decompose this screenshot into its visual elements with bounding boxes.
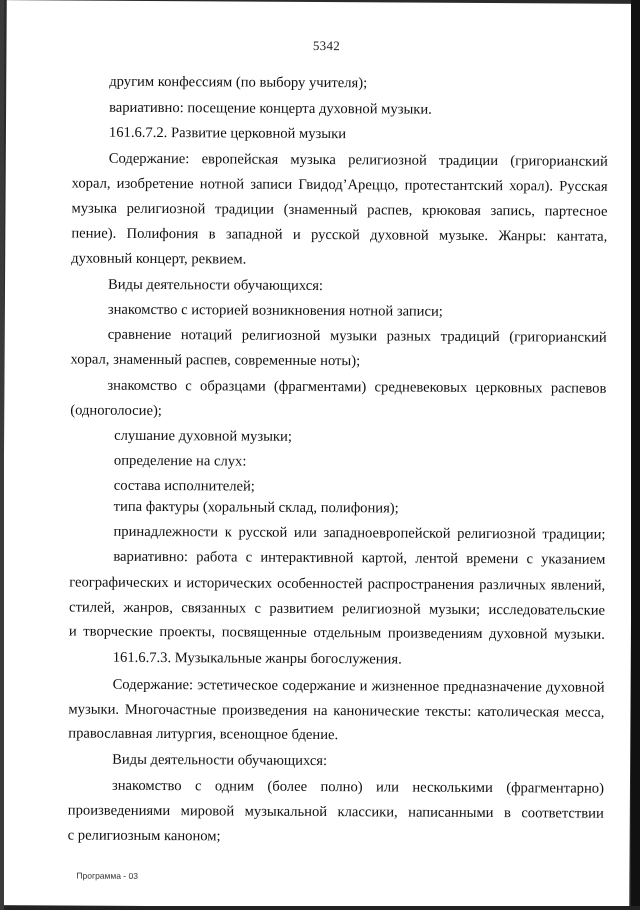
text-line: Содержание: эстетическое содержание и жизненное предназначение духовной: [112, 676, 605, 696]
text-line: вариативно: посещение концерта духовной музыки.: [109, 99, 432, 118]
text-line: музыка религиозной традиции (знаменный распев, крюковая запись, партесное: [71, 200, 608, 220]
document-page: [1, 0, 635, 909]
text-line: знакомство с одним (более полно) или несколькими (фрагментарно): [111, 777, 605, 797]
text-line: типа фактуры (хоральный склад, полифония);: [113, 498, 399, 517]
text-line: хорал, знаменный распев, современные ноты);: [70, 351, 361, 370]
text-line: вариативно: работа с интерактивной картой, лентой времени с указанием: [113, 548, 606, 568]
text-line: знакомство с образцами (фрагментами) средневековых церковных распевов: [107, 377, 607, 397]
text-line: слушание духовной музыки;: [114, 427, 292, 445]
text-line: пение). Полифония в западной и русской духовной музыке. Жанры: кантата,: [71, 225, 608, 245]
section-heading: 161.6.7.3. Музыкальные жанры богослужения.: [112, 649, 402, 668]
text-line: определение на слух:: [113, 452, 247, 470]
text-line: православная литургия, всенощное бдение.: [68, 725, 339, 744]
text-line: другим конфессиям (по выбору учителя);: [109, 73, 368, 92]
text-line: стилей, жанров, связанных с развитием религиозной музыки; исследовательские: [69, 599, 606, 619]
text-line: с религиозным каноном;: [67, 827, 221, 845]
text-line: Содержание: европейская музыка религиозной традиции (григорианский: [108, 150, 608, 170]
text-line: духовный концерт, реквием.: [71, 250, 247, 268]
scan-edge-right: [631, 0, 640, 910]
footer-label: Программа - 03: [76, 870, 138, 881]
text-line: знакомство с историей возникновения нотной записи;: [107, 301, 443, 320]
text-line: произведениями мировой музыкальной классики, написанными в соответствии: [67, 802, 604, 822]
scan-edge-left: [0, 0, 4, 910]
text-line: сравнение нотаций религиозной музыки разных традиций (григорианский: [107, 326, 607, 346]
text-line: музыки. Многочастные произведения на канонические тексты: католическая месса,: [68, 701, 605, 721]
text-line: и творческие проекты, посвященные отдельным произведениям духовной музыки.: [68, 623, 605, 643]
page-number: 5342: [312, 37, 341, 54]
text-line: Виды деятельности обучающихся:: [107, 276, 324, 295]
text-line: хорал, изобретение нотной записи Гвидод’Ареццо, протестантский хорал). Русская: [71, 175, 608, 195]
text-line: принадлежности к русской или западноевропейской религиозной традиции;: [113, 523, 606, 543]
scan-edge-bottom: [0, 906, 640, 910]
text-line: (одноголосие);: [70, 402, 162, 420]
text-line: географических и исторических особенностей распространения различных явлений,: [69, 574, 606, 594]
text-line: Виды деятельности обучающихся:: [112, 751, 328, 770]
section-heading: 161.6.7.2. Развитие церковной музыки: [108, 124, 347, 143]
text-line: состава исполнителей;: [113, 477, 255, 495]
